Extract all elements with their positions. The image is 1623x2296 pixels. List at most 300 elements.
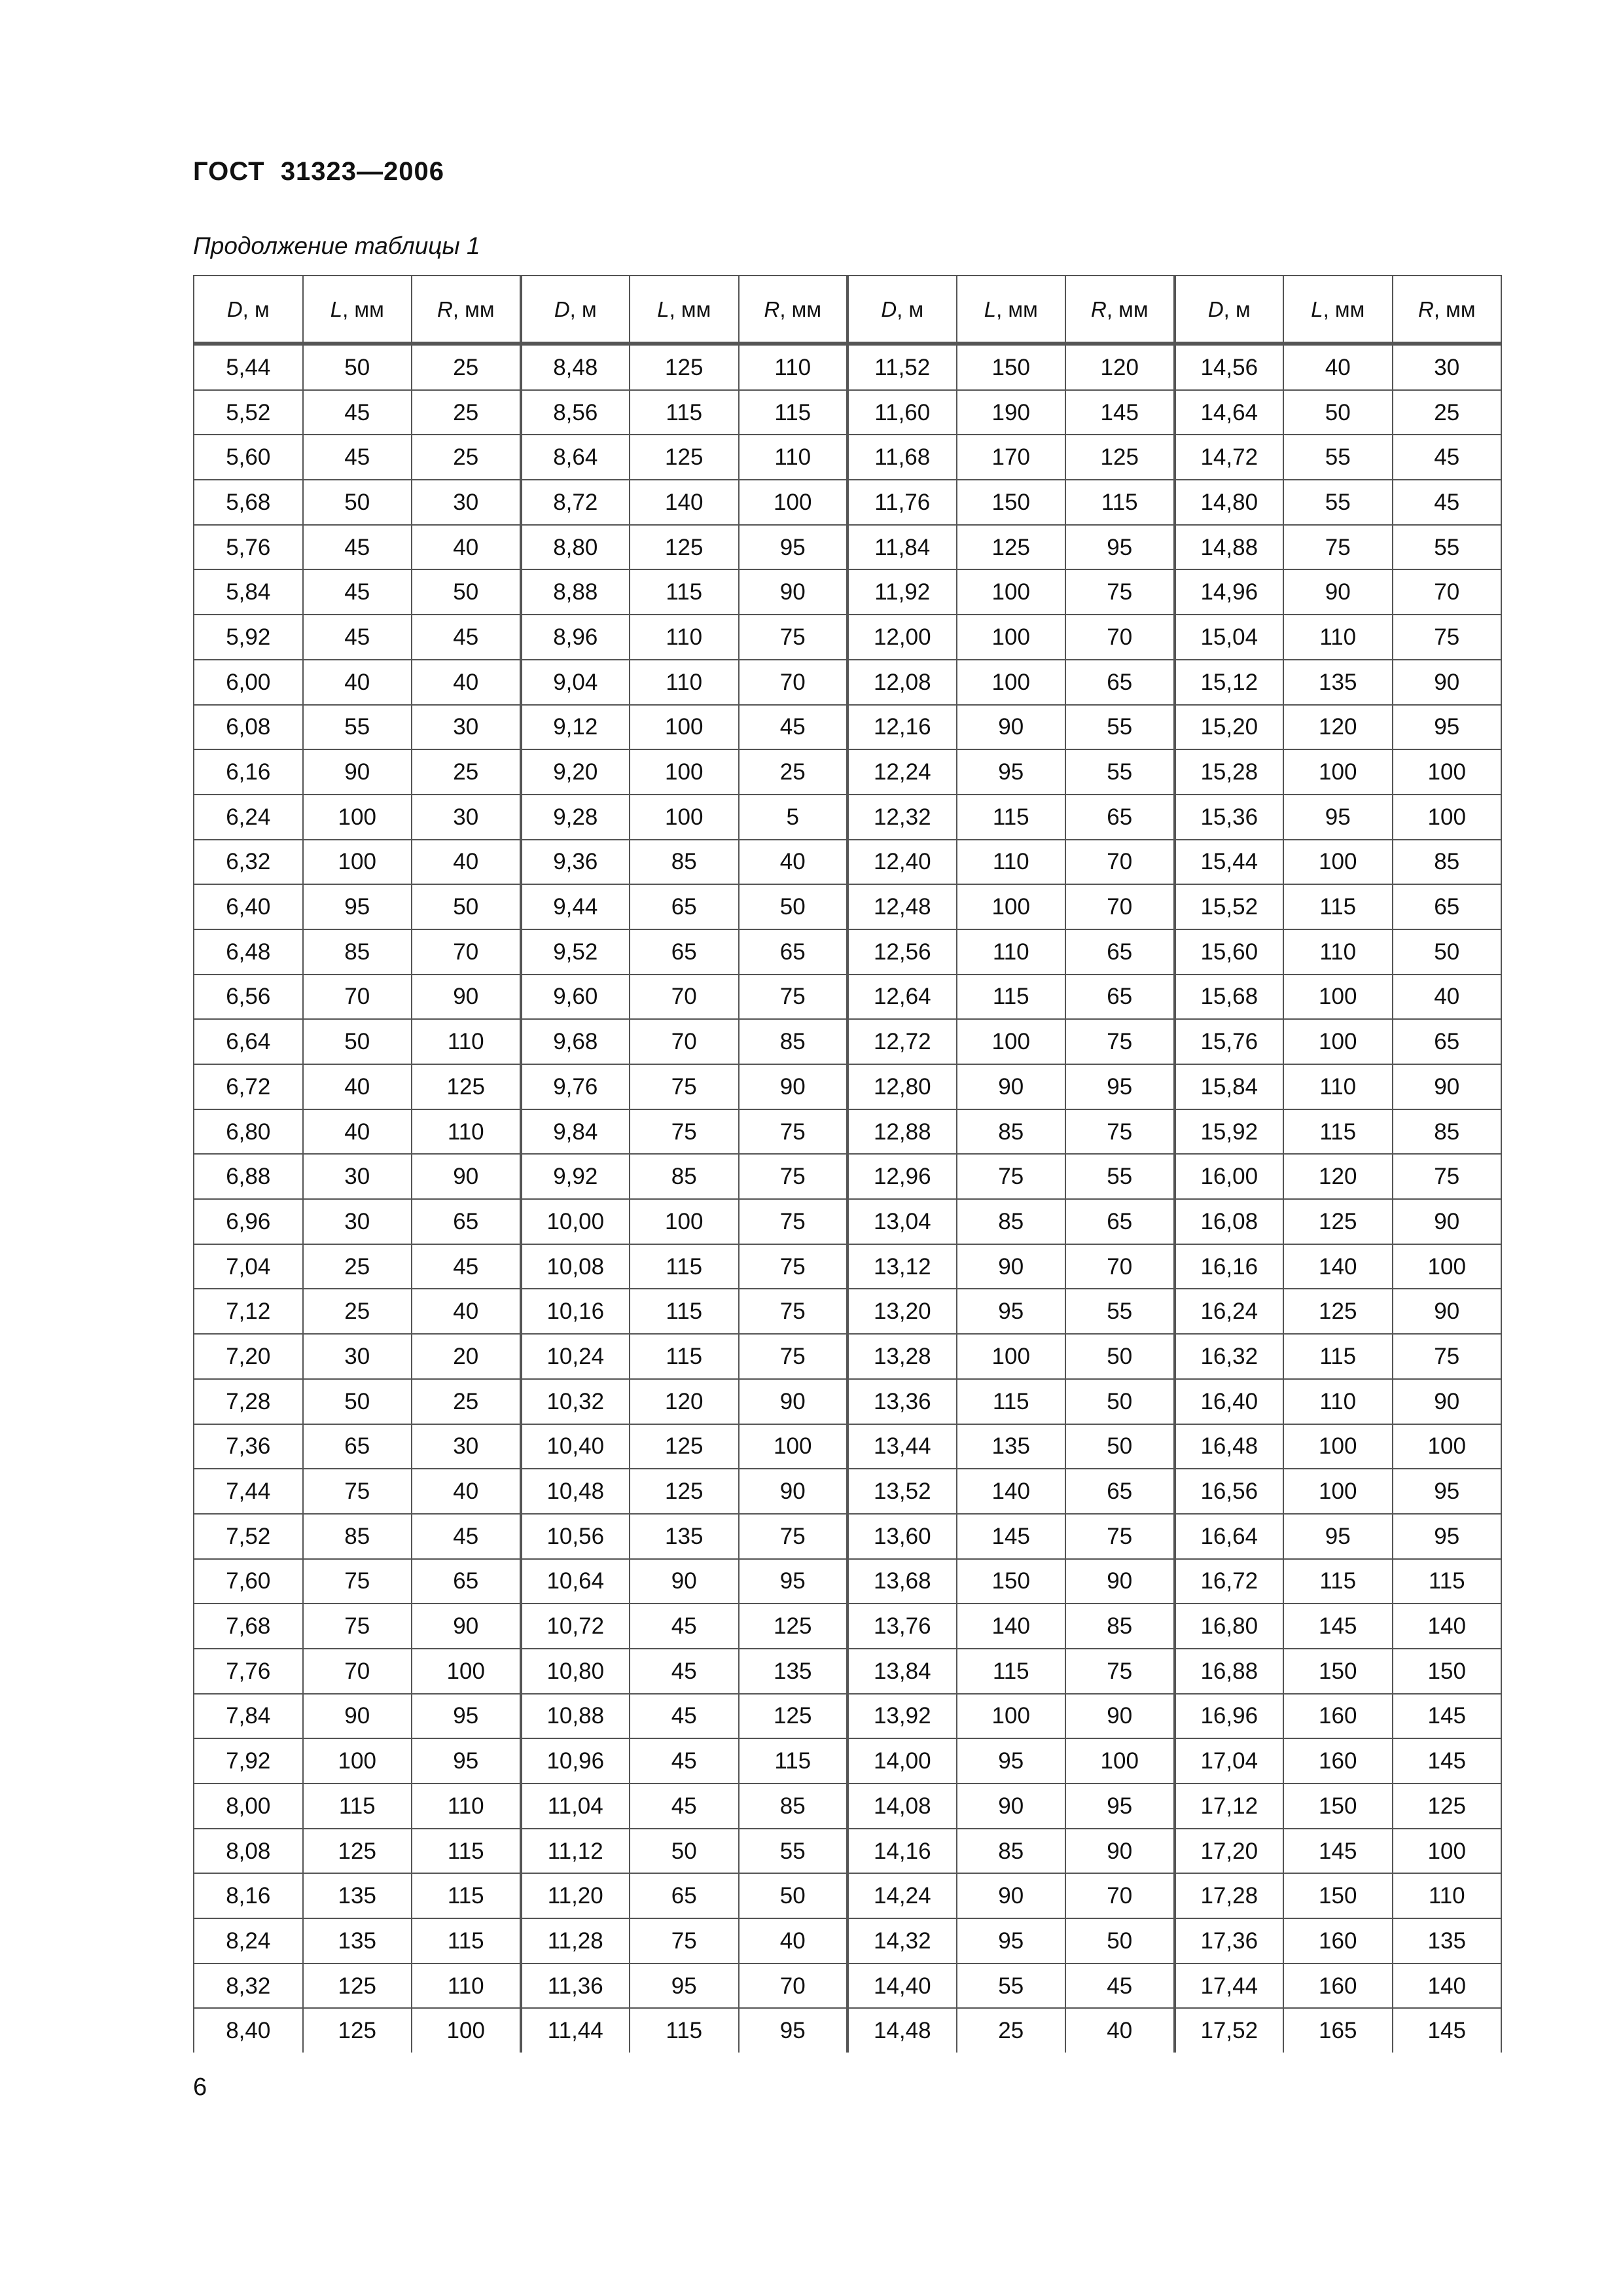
table-cell: 95: [957, 1738, 1066, 1784]
table-cell: 120: [1065, 344, 1175, 390]
table-cell: 12,24: [847, 749, 957, 795]
table-cell: 85: [1393, 840, 1502, 885]
table-cell: 90: [1065, 1694, 1175, 1739]
table-cell: 11,28: [521, 1918, 630, 1964]
table-cell: 16,80: [1175, 1604, 1284, 1649]
table-cell: 140: [1393, 1604, 1502, 1649]
table-body: [194, 344, 1501, 2053]
table-cell: 100: [1393, 1829, 1502, 1874]
table-cell: 9,52: [521, 929, 630, 975]
table-cell: 70: [303, 975, 412, 1020]
table-cell: 55: [303, 705, 412, 750]
table-cell: 65: [303, 1424, 412, 1469]
column-unit: , м: [242, 296, 270, 321]
column-header: [412, 276, 521, 344]
column-unit: , мм: [1323, 296, 1365, 321]
table-cell: 145: [1065, 390, 1175, 435]
table-cell: 70: [1065, 884, 1175, 929]
table-row: [194, 1604, 1501, 1649]
table-cell: 75: [1065, 1514, 1175, 1559]
table-cell: 140: [1393, 1964, 1502, 2009]
table-cell: 9,60: [521, 975, 630, 1020]
table-cell: 10,56: [521, 1514, 630, 1559]
table-cell: 125: [739, 1604, 848, 1649]
table-cell: 45: [630, 1738, 739, 1784]
table-cell: 13,04: [847, 1199, 957, 1244]
column-symbol: R: [1090, 296, 1107, 321]
table-cell: 110: [1283, 1064, 1393, 1109]
table-cell: 7,36: [194, 1424, 303, 1469]
table-cell: 120: [1283, 705, 1393, 750]
column-header: [1065, 276, 1175, 344]
table-cell: 14,72: [1175, 435, 1284, 480]
table-cell: 95: [1393, 1469, 1502, 1514]
table-cell: 45: [630, 1694, 739, 1739]
table-cell: 75: [1065, 1649, 1175, 1694]
table-cell: 10,32: [521, 1379, 630, 1424]
table-cell: 95: [1393, 1514, 1502, 1559]
table-row: [194, 1199, 1501, 1244]
table-cell: 145: [1283, 1604, 1393, 1649]
table-cell: 8,32: [194, 1964, 303, 2009]
table-cell: 45: [303, 569, 412, 615]
header-row: [194, 276, 1501, 344]
table-cell: 125: [303, 1829, 412, 1874]
table-cell: 95: [739, 525, 848, 570]
table-cell: 50: [412, 884, 521, 929]
table-cell: 115: [630, 1289, 739, 1334]
table-cell: 115: [957, 1379, 1066, 1424]
table-cell: 14,08: [847, 1784, 957, 1829]
table-cell: 55: [1393, 525, 1502, 570]
column-header: [1393, 276, 1502, 344]
table-cell: 110: [412, 1964, 521, 2009]
table-cell: 110: [1393, 1873, 1502, 1918]
table-cell: 145: [1393, 2008, 1502, 2053]
table-cell: 50: [1393, 929, 1502, 975]
table-cell: 115: [303, 1784, 412, 1829]
table-cell: 100: [1393, 1244, 1502, 1289]
table-cell: 110: [1283, 929, 1393, 975]
table-cell: 135: [957, 1424, 1066, 1469]
table-cell: 90: [739, 569, 848, 615]
table-cell: 11,04: [521, 1784, 630, 1829]
table-cell: 75: [1065, 569, 1175, 615]
table-cell: 8,64: [521, 435, 630, 480]
column-header: [521, 276, 630, 344]
table-cell: 125: [1283, 1289, 1393, 1334]
table-cell: 16,08: [1175, 1199, 1284, 1244]
table-cell: 55: [1283, 480, 1393, 525]
table-cell: 165: [1283, 2008, 1393, 2053]
table-cell: 8,56: [521, 390, 630, 435]
table-cell: 125: [1283, 1199, 1393, 1244]
table-row: [194, 795, 1501, 840]
table-row: [194, 840, 1501, 885]
table-cell: 75: [1283, 525, 1393, 570]
table-cell: 90: [1393, 1289, 1502, 1334]
column-unit: , м: [569, 296, 597, 321]
table-cell: 25: [1393, 390, 1502, 435]
table-cell: 95: [1283, 1514, 1393, 1559]
table-cell: 10,80: [521, 1649, 630, 1694]
table-cell: 45: [630, 1784, 739, 1829]
table-cell: 11,36: [521, 1964, 630, 2009]
table-row: [194, 569, 1501, 615]
table-cell: 90: [739, 1064, 848, 1109]
table-cell: 30: [412, 480, 521, 525]
table-cell: 45: [303, 615, 412, 660]
table-cell: 11,68: [847, 435, 957, 480]
table-cell: 30: [1393, 344, 1502, 390]
table-cell: 110: [739, 344, 848, 390]
column-header: [303, 276, 412, 344]
table-cell: 8,80: [521, 525, 630, 570]
table-cell: 100: [1393, 1424, 1502, 1469]
table-cell: 25: [412, 749, 521, 795]
table-cell: 90: [412, 1604, 521, 1649]
table-cell: 125: [957, 525, 1066, 570]
table-cell: 16,72: [1175, 1559, 1284, 1604]
table-cell: 15,44: [1175, 840, 1284, 885]
table-cell: 100: [412, 2008, 521, 2053]
column-header: [957, 276, 1066, 344]
table-cell: 65: [1065, 1199, 1175, 1244]
table-cell: 16,96: [1175, 1694, 1284, 1739]
table-cell: 11,60: [847, 390, 957, 435]
table-cell: 95: [1283, 795, 1393, 840]
table-cell: 100: [957, 1019, 1066, 1064]
table-cell: 90: [739, 1379, 848, 1424]
table-cell: 15,36: [1175, 795, 1284, 840]
table-row: [194, 1064, 1501, 1109]
table-cell: 13,20: [847, 1289, 957, 1334]
table-cell: 100: [957, 660, 1066, 705]
table-cell: 70: [739, 660, 848, 705]
table-row: [194, 749, 1501, 795]
table-cell: 115: [630, 569, 739, 615]
table-cell: 140: [1283, 1244, 1393, 1289]
table-cell: 16,00: [1175, 1154, 1284, 1199]
table-cell: 95: [1065, 525, 1175, 570]
table-cell: 90: [303, 749, 412, 795]
table-cell: 12,88: [847, 1109, 957, 1155]
table-cell: 55: [1065, 705, 1175, 750]
table-cell: 16,48: [1175, 1424, 1284, 1469]
table-cell: 125: [739, 1694, 848, 1739]
table-cell: 6,80: [194, 1109, 303, 1155]
table-cell: 9,76: [521, 1064, 630, 1109]
table-cell: 15,04: [1175, 615, 1284, 660]
table-cell: 90: [1393, 1199, 1502, 1244]
table-row: [194, 1694, 1501, 1739]
table-cell: 6,88: [194, 1154, 303, 1199]
table-cell: 140: [630, 480, 739, 525]
table-cell: 125: [1065, 435, 1175, 480]
table-row: [194, 1019, 1501, 1064]
table-cell: 6,40: [194, 884, 303, 929]
table-cell: 15,92: [1175, 1109, 1284, 1155]
table-cell: 5,44: [194, 344, 303, 390]
table-row: [194, 1559, 1501, 1604]
table-cell: 12,40: [847, 840, 957, 885]
table-cell: 50: [412, 569, 521, 615]
table-cell: 65: [1393, 1019, 1502, 1064]
table-cell: 75: [630, 1918, 739, 1964]
table-cell: 140: [957, 1604, 1066, 1649]
table-cell: 160: [1283, 1918, 1393, 1964]
table-cell: 100: [739, 480, 848, 525]
table-cell: 100: [412, 1649, 521, 1694]
table-cell: 75: [739, 975, 848, 1020]
column-symbol: L: [984, 296, 997, 321]
table-cell: 115: [630, 1334, 739, 1379]
table-cell: 110: [1283, 1379, 1393, 1424]
table-cell: 55: [1065, 1289, 1175, 1334]
table-cell: 50: [303, 1019, 412, 1064]
table-cell: 10,88: [521, 1694, 630, 1739]
table-cell: 8,96: [521, 615, 630, 660]
table-cell: 75: [957, 1154, 1066, 1199]
table-row: [194, 1964, 1501, 2009]
table-cell: 40: [739, 1918, 848, 1964]
table-cell: 115: [957, 1649, 1066, 1694]
column-header: [739, 276, 848, 344]
table-cell: 90: [303, 1694, 412, 1739]
table-cell: 110: [412, 1019, 521, 1064]
table-cell: 14,40: [847, 1964, 957, 2009]
table-cell: 16,24: [1175, 1289, 1284, 1334]
table-cell: 100: [630, 705, 739, 750]
table-cell: 100: [303, 840, 412, 885]
table-row: [194, 929, 1501, 975]
table-cell: 16,32: [1175, 1334, 1284, 1379]
table-cell: 100: [1065, 1738, 1175, 1784]
table-row: [194, 525, 1501, 570]
table-cell: 95: [1393, 705, 1502, 750]
table-cell: 6,72: [194, 1064, 303, 1109]
table-cell: 9,84: [521, 1109, 630, 1155]
table-cell: 95: [412, 1694, 521, 1739]
table-cell: 15,12: [1175, 660, 1284, 705]
table-cell: 95: [957, 749, 1066, 795]
column-header: [194, 276, 303, 344]
table-cell: 70: [739, 1964, 848, 2009]
table-cell: 75: [739, 1154, 848, 1199]
table-cell: 145: [1393, 1738, 1502, 1784]
table-cell: 120: [630, 1379, 739, 1424]
table-cell: 125: [630, 344, 739, 390]
column-symbol: D: [881, 296, 897, 321]
table-cell: 9,04: [521, 660, 630, 705]
table-cell: 40: [1283, 344, 1393, 390]
table-cell: 75: [630, 1064, 739, 1109]
table-cell: 75: [739, 1334, 848, 1379]
document-header: ГОСТ 31323—2006: [193, 157, 445, 186]
table-cell: 160: [1283, 1738, 1393, 1784]
table-cell: 85: [739, 1019, 848, 1064]
table-cell: 12,56: [847, 929, 957, 975]
table-cell: 120: [1283, 1154, 1393, 1199]
table-cell: 90: [1393, 1064, 1502, 1109]
table-cell: 40: [412, 1469, 521, 1514]
table-row: [194, 1784, 1501, 1829]
table-cell: 65: [1065, 975, 1175, 1020]
table-cell: 135: [1283, 660, 1393, 705]
table-cell: 17,44: [1175, 1964, 1284, 2009]
page-number: 6: [193, 2073, 207, 2101]
table-cell: 100: [1283, 1469, 1393, 1514]
table-cell: 75: [739, 1289, 848, 1334]
table-cell: 5,92: [194, 615, 303, 660]
column-unit: , мм: [779, 296, 822, 321]
table-cell: 85: [630, 840, 739, 885]
table-cell: 20: [412, 1334, 521, 1379]
table-cell: 50: [303, 344, 412, 390]
table-row: [194, 1514, 1501, 1559]
column-symbol: R: [437, 296, 453, 321]
table-cell: 125: [630, 525, 739, 570]
table-cell: 65: [1065, 1469, 1175, 1514]
table-cell: 90: [1065, 1559, 1175, 1604]
table-cell: 11,12: [521, 1829, 630, 1874]
table-cell: 65: [1393, 884, 1502, 929]
table-cell: 10,72: [521, 1604, 630, 1649]
table-cell: 110: [412, 1109, 521, 1155]
table-cell: 45: [412, 615, 521, 660]
table-row: [194, 1289, 1501, 1334]
table-cell: 90: [412, 1154, 521, 1199]
table-cell: 11,92: [847, 569, 957, 615]
table-cell: 115: [412, 1873, 521, 1918]
table-cell: 90: [957, 1244, 1066, 1289]
table-cell: 45: [630, 1649, 739, 1694]
table-caption: Продолжение таблицы 1: [193, 232, 480, 259]
table-cell: 110: [1283, 615, 1393, 660]
table-cell: 15,20: [1175, 705, 1284, 750]
table-cell: 7,28: [194, 1379, 303, 1424]
table-header: [194, 276, 1501, 344]
table-row: [194, 1738, 1501, 1784]
table-cell: 15,84: [1175, 1064, 1284, 1109]
table-cell: 45: [412, 1514, 521, 1559]
table-cell: 135: [303, 1918, 412, 1964]
table-cell: 13,28: [847, 1334, 957, 1379]
table-cell: 75: [1065, 1019, 1175, 1064]
table-cell: 30: [303, 1199, 412, 1244]
table-cell: 13,92: [847, 1694, 957, 1739]
table-cell: 11,84: [847, 525, 957, 570]
table-cell: 45: [412, 1244, 521, 1289]
table-cell: 30: [412, 795, 521, 840]
table-cell: 5,76: [194, 525, 303, 570]
column-header: [630, 276, 739, 344]
table-cell: 7,68: [194, 1604, 303, 1649]
table-cell: 125: [412, 1064, 521, 1109]
table-cell: 6,48: [194, 929, 303, 975]
table-cell: 115: [957, 975, 1066, 1020]
table-cell: 55: [1283, 435, 1393, 480]
table-cell: 55: [739, 1829, 848, 1874]
table-cell: 115: [957, 795, 1066, 840]
table-cell: 16,40: [1175, 1379, 1284, 1424]
table-cell: 11,20: [521, 1873, 630, 1918]
table-cell: 5,60: [194, 435, 303, 480]
table-cell: 45: [630, 1604, 739, 1649]
table-cell: 115: [1065, 480, 1175, 525]
table-cell: 160: [1283, 1694, 1393, 1739]
table-cell: 75: [739, 1514, 848, 1559]
table-cell: 75: [1065, 1109, 1175, 1155]
column-unit: , мм: [452, 296, 495, 321]
table-cell: 65: [412, 1199, 521, 1244]
table-cell: 150: [957, 1559, 1066, 1604]
table-cell: 75: [630, 1109, 739, 1155]
table-cell: 12,32: [847, 795, 957, 840]
table-cell: 13,76: [847, 1604, 957, 1649]
table-cell: 115: [630, 1244, 739, 1289]
table-cell: 125: [303, 1964, 412, 2009]
data-table: [193, 275, 1502, 2053]
table-cell: 50: [1065, 1334, 1175, 1379]
table-cell: 85: [1065, 1604, 1175, 1649]
table-cell: 95: [739, 2008, 848, 2053]
column-unit: , м: [1223, 296, 1251, 321]
table-cell: 110: [739, 435, 848, 480]
table-cell: 9,28: [521, 795, 630, 840]
table-cell: 100: [739, 1424, 848, 1469]
table-cell: 50: [303, 480, 412, 525]
table-cell: 50: [1065, 1379, 1175, 1424]
table-cell: 150: [1283, 1873, 1393, 1918]
table-cell: 100: [957, 1334, 1066, 1379]
table-cell: 7,20: [194, 1334, 303, 1379]
table-cell: 40: [1065, 2008, 1175, 2053]
table-cell: 115: [412, 1918, 521, 1964]
column-header: [847, 276, 957, 344]
table-cell: 125: [630, 1424, 739, 1469]
table-cell: 7,12: [194, 1289, 303, 1334]
table-cell: 17,04: [1175, 1738, 1284, 1784]
table-cell: 150: [1283, 1649, 1393, 1694]
table-cell: 7,04: [194, 1244, 303, 1289]
table-row: [194, 884, 1501, 929]
table-cell: 75: [1393, 615, 1502, 660]
table-cell: 95: [957, 1289, 1066, 1334]
table-cell: 30: [303, 1334, 412, 1379]
table-cell: 10,64: [521, 1559, 630, 1604]
table-cell: 150: [1393, 1649, 1502, 1694]
table-cell: 100: [957, 615, 1066, 660]
table-cell: 16,88: [1175, 1649, 1284, 1694]
table-cell: 75: [739, 1109, 848, 1155]
table-cell: 15,60: [1175, 929, 1284, 975]
table-cell: 110: [957, 929, 1066, 975]
column-symbol: D: [554, 296, 570, 321]
table-cell: 95: [412, 1738, 521, 1784]
table-cell: 9,36: [521, 840, 630, 885]
table-cell: 90: [1283, 569, 1393, 615]
table-cell: 115: [1283, 1559, 1393, 1604]
table-cell: 100: [957, 884, 1066, 929]
table-cell: 7,76: [194, 1649, 303, 1694]
table-cell: 14,16: [847, 1829, 957, 1874]
table-cell: 135: [303, 1873, 412, 1918]
table-cell: 6,96: [194, 1199, 303, 1244]
table-cell: 10,48: [521, 1469, 630, 1514]
table-cell: 65: [630, 1873, 739, 1918]
table-cell: 65: [1065, 929, 1175, 975]
